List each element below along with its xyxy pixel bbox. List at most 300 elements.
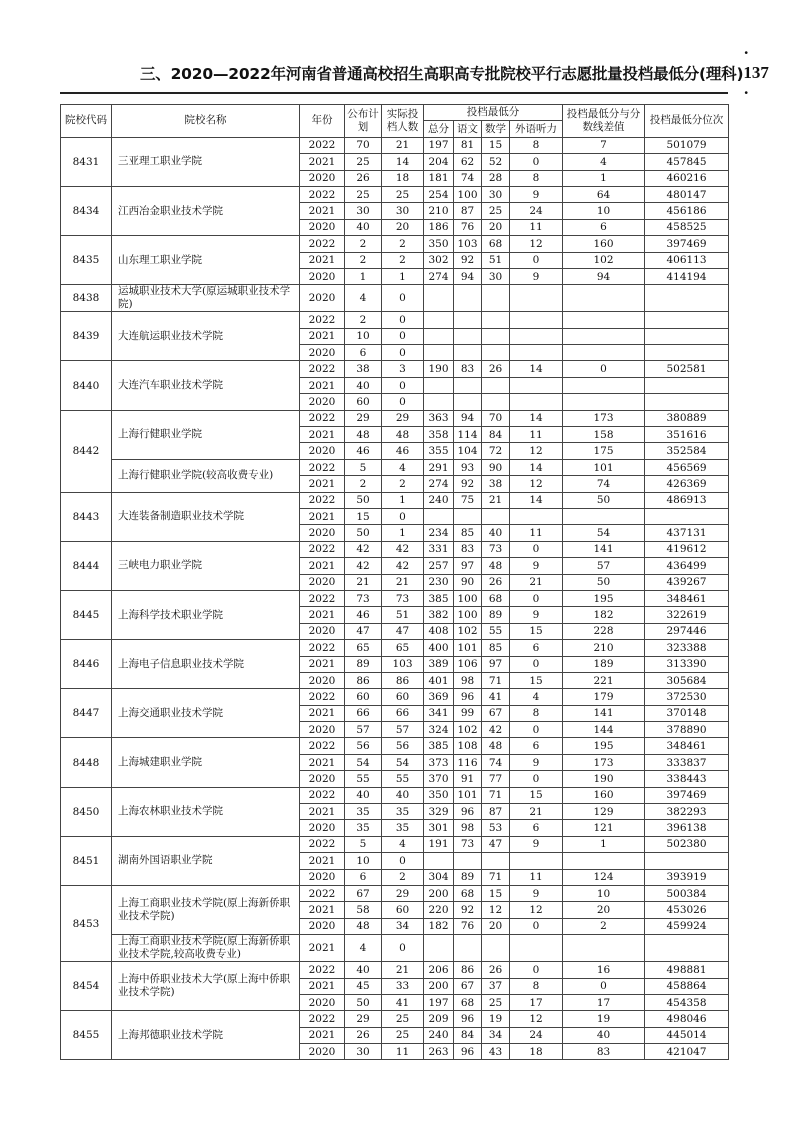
math-score-cell: 71 <box>482 787 510 803</box>
diff-cell: 17 <box>563 994 645 1010</box>
actual-cell: 60 <box>382 902 424 918</box>
plan-cell: 26 <box>345 1027 382 1043</box>
plan-cell: 66 <box>345 705 382 721</box>
table-row <box>61 935 729 962</box>
actual-cell: 21 <box>382 574 424 590</box>
table-row <box>61 962 729 978</box>
math-score-cell <box>482 935 510 962</box>
diff-cell: 144 <box>563 722 645 738</box>
math-score-cell: 53 <box>482 820 510 836</box>
actual-cell: 0 <box>382 312 424 328</box>
actual-cell: 54 <box>382 754 424 770</box>
rank-cell: 305684 <box>645 672 729 688</box>
plan-cell: 73 <box>345 590 382 606</box>
math-score-cell: 68 <box>482 236 510 252</box>
actual-cell: 1 <box>382 268 424 284</box>
plan-cell: 60 <box>345 394 382 410</box>
plan-cell: 38 <box>345 361 382 377</box>
year-cell: 2021 <box>300 1027 345 1043</box>
total-score-cell <box>424 853 454 869</box>
foreign-score-cell: 9 <box>510 558 563 574</box>
year-cell: 2020 <box>300 268 345 284</box>
chinese-score-cell: 84 <box>454 1027 482 1043</box>
actual-cell: 30 <box>382 203 424 219</box>
rank-cell: 456186 <box>645 203 729 219</box>
diff-cell: 83 <box>563 1044 645 1060</box>
year-cell: 2022 <box>300 459 345 475</box>
total-score-cell: 230 <box>424 574 454 590</box>
year-cell: 2021 <box>300 978 345 994</box>
rank-cell <box>645 394 729 410</box>
plan-cell: 40 <box>345 219 382 235</box>
total-score-cell: 358 <box>424 427 454 443</box>
rank-cell: 322619 <box>645 607 729 623</box>
school-code-cell: 8453 <box>61 885 112 961</box>
chinese-score-cell: 86 <box>454 962 482 978</box>
rank-cell: 437131 <box>645 525 729 541</box>
table-row <box>61 885 729 901</box>
foreign-score-cell <box>510 935 563 962</box>
actual-cell: 2 <box>382 476 424 492</box>
diff-cell: 228 <box>563 623 645 639</box>
school-name-cell: 上海工商职业技术学院(原上海新侨职业技术学院,较高收费专业) <box>112 935 300 962</box>
diff-cell: 0 <box>563 978 645 994</box>
chinese-score-cell: 96 <box>454 1011 482 1027</box>
rank-cell: 500384 <box>645 885 729 901</box>
rank-cell: 396138 <box>645 820 729 836</box>
year-cell: 2020 <box>300 820 345 836</box>
foreign-score-cell: 24 <box>510 203 563 219</box>
plan-cell: 10 <box>345 853 382 869</box>
diff-cell: 195 <box>563 590 645 606</box>
rank-cell: 454358 <box>645 994 729 1010</box>
year-cell: 2020 <box>300 869 345 885</box>
foreign-score-cell: 12 <box>510 1011 563 1027</box>
math-score-cell: 37 <box>482 978 510 994</box>
foreign-score-cell <box>510 377 563 393</box>
year-cell: 2020 <box>300 574 345 590</box>
plan-cell: 65 <box>345 640 382 656</box>
math-score-cell <box>482 345 510 361</box>
actual-cell: 73 <box>382 590 424 606</box>
math-score-cell: 30 <box>482 268 510 284</box>
math-score-cell <box>482 853 510 869</box>
total-score-cell: 220 <box>424 902 454 918</box>
table-row <box>61 361 729 377</box>
total-score-cell: 355 <box>424 443 454 459</box>
rank-cell: 313390 <box>645 656 729 672</box>
actual-cell: 3 <box>382 361 424 377</box>
foreign-score-cell: 15 <box>510 672 563 688</box>
rank-cell: 502380 <box>645 836 729 852</box>
chinese-score-cell: 97 <box>454 558 482 574</box>
actual-cell: 66 <box>382 705 424 721</box>
col-rank-header: 投档最低分位次 <box>645 105 729 138</box>
chinese-score-cell <box>454 377 482 393</box>
year-cell: 2020 <box>300 623 345 639</box>
actual-cell: 33 <box>382 978 424 994</box>
year-cell: 2022 <box>300 738 345 754</box>
school-name-cell: 大连汽车职业技术学院 <box>112 361 300 410</box>
plan-cell: 60 <box>345 689 382 705</box>
math-score-cell: 89 <box>482 607 510 623</box>
year-cell: 2020 <box>300 219 345 235</box>
plan-cell: 58 <box>345 902 382 918</box>
plan-cell: 50 <box>345 525 382 541</box>
year-cell: 2022 <box>300 590 345 606</box>
chinese-score-cell: 92 <box>454 476 482 492</box>
math-score-cell <box>482 285 510 312</box>
actual-cell: 18 <box>382 170 424 186</box>
rank-cell <box>645 508 729 524</box>
rank-cell: 480147 <box>645 186 729 202</box>
chinese-score-cell: 87 <box>454 203 482 219</box>
actual-cell: 46 <box>382 443 424 459</box>
total-score-cell <box>424 935 454 962</box>
year-cell: 2020 <box>300 170 345 186</box>
year-cell: 2021 <box>300 754 345 770</box>
chinese-score-cell <box>454 394 482 410</box>
actual-cell: 20 <box>382 219 424 235</box>
foreign-score-cell: 14 <box>510 410 563 426</box>
total-score-cell: 331 <box>424 541 454 557</box>
foreign-score-cell: 17 <box>510 994 563 1010</box>
actual-cell: 2 <box>382 236 424 252</box>
plan-cell: 42 <box>345 558 382 574</box>
total-score-cell: 254 <box>424 186 454 202</box>
chinese-score-cell: 81 <box>454 137 482 153</box>
math-score-cell: 51 <box>482 252 510 268</box>
total-score-cell: 200 <box>424 885 454 901</box>
school-code-cell: 8455 <box>61 1011 112 1060</box>
actual-cell: 55 <box>382 771 424 787</box>
plan-cell: 56 <box>345 738 382 754</box>
school-name-cell: 上海科学技术职业学院 <box>112 590 300 639</box>
year-cell: 2021 <box>300 705 345 721</box>
plan-cell: 2 <box>345 236 382 252</box>
diff-cell: 1 <box>563 836 645 852</box>
school-name-cell: 大连装备制造职业技术学院 <box>112 492 300 541</box>
math-score-cell: 20 <box>482 918 510 934</box>
table-row <box>61 1011 729 1027</box>
foreign-score-cell: 11 <box>510 869 563 885</box>
total-score-cell: 304 <box>424 869 454 885</box>
diff-cell: 40 <box>563 1027 645 1043</box>
chinese-score-cell: 100 <box>454 186 482 202</box>
actual-cell: 14 <box>382 154 424 170</box>
actual-cell: 1 <box>382 492 424 508</box>
school-code-cell: 8438 <box>61 285 112 312</box>
math-score-cell: 55 <box>482 623 510 639</box>
year-cell: 2020 <box>300 394 345 410</box>
chinese-score-cell: 102 <box>454 623 482 639</box>
foreign-score-cell <box>510 394 563 410</box>
rank-cell: 382293 <box>645 804 729 820</box>
chinese-score-cell: 101 <box>454 787 482 803</box>
total-score-cell: 385 <box>424 590 454 606</box>
chinese-score-cell <box>454 935 482 962</box>
plan-cell: 55 <box>345 771 382 787</box>
actual-cell: 57 <box>382 722 424 738</box>
diff-cell: 101 <box>563 459 645 475</box>
foreign-score-cell: 9 <box>510 268 563 284</box>
rank-cell: 297446 <box>645 623 729 639</box>
plan-cell: 5 <box>345 836 382 852</box>
rank-cell: 458525 <box>645 219 729 235</box>
foreign-score-cell: 0 <box>510 771 563 787</box>
year-cell: 2020 <box>300 672 345 688</box>
rank-cell: 397469 <box>645 787 729 803</box>
chinese-score-cell: 108 <box>454 738 482 754</box>
foreign-score-cell: 12 <box>510 902 563 918</box>
plan-cell: 40 <box>345 377 382 393</box>
math-score-cell: 70 <box>482 410 510 426</box>
table-row <box>61 541 729 557</box>
diff-cell: 1 <box>563 170 645 186</box>
total-score-cell: 324 <box>424 722 454 738</box>
actual-cell: 34 <box>382 918 424 934</box>
rank-cell: 498881 <box>645 962 729 978</box>
year-cell: 2021 <box>300 853 345 869</box>
foreign-score-cell: 12 <box>510 476 563 492</box>
table-row <box>61 285 729 312</box>
year-cell: 2021 <box>300 804 345 820</box>
foreign-score-cell: 8 <box>510 705 563 721</box>
school-code-cell: 8434 <box>61 186 112 235</box>
plan-cell: 35 <box>345 804 382 820</box>
math-score-cell: 38 <box>482 476 510 492</box>
school-code-cell: 8450 <box>61 787 112 836</box>
year-cell: 2020 <box>300 1044 345 1060</box>
actual-cell: 25 <box>382 1011 424 1027</box>
diff-cell <box>563 285 645 312</box>
table-row <box>61 738 729 754</box>
table-body <box>61 137 729 1060</box>
year-cell: 2022 <box>300 137 345 153</box>
actual-cell: 21 <box>382 962 424 978</box>
actual-cell: 47 <box>382 623 424 639</box>
foreign-score-cell: 6 <box>510 640 563 656</box>
math-score-cell: 48 <box>482 738 510 754</box>
rank-cell: 459924 <box>645 918 729 934</box>
total-score-cell: 329 <box>424 804 454 820</box>
year-cell: 2021 <box>300 252 345 268</box>
total-score-cell: 186 <box>424 219 454 235</box>
rank-cell: 333837 <box>645 754 729 770</box>
math-score-cell: 84 <box>482 427 510 443</box>
table-row <box>61 410 729 426</box>
diff-cell: 102 <box>563 252 645 268</box>
diff-cell: 50 <box>563 492 645 508</box>
year-cell: 2022 <box>300 640 345 656</box>
foreign-score-cell: 8 <box>510 137 563 153</box>
chinese-score-cell: 98 <box>454 672 482 688</box>
foreign-score-cell: 11 <box>510 427 563 443</box>
diff-cell: 179 <box>563 689 645 705</box>
year-cell: 2020 <box>300 285 345 312</box>
diff-cell <box>563 312 645 328</box>
school-code-cell: 8446 <box>61 640 112 689</box>
diff-cell: 57 <box>563 558 645 574</box>
school-name-cell: 上海交通职业技术学院 <box>112 689 300 738</box>
school-name-cell: 上海中侨职业技术大学(原上海中侨职业技术学院) <box>112 962 300 1011</box>
plan-cell: 48 <box>345 918 382 934</box>
foreign-score-cell: 6 <box>510 820 563 836</box>
diff-cell: 195 <box>563 738 645 754</box>
chinese-score-cell: 92 <box>454 252 482 268</box>
total-score-cell: 234 <box>424 525 454 541</box>
math-score-cell: 42 <box>482 722 510 738</box>
total-score-cell: 204 <box>424 154 454 170</box>
plan-cell: 2 <box>345 252 382 268</box>
foreign-score-cell: 0 <box>510 722 563 738</box>
col-actual-header: 实际投档人数 <box>382 105 424 138</box>
total-score-cell: 257 <box>424 558 454 574</box>
year-cell: 2021 <box>300 427 345 443</box>
chinese-score-cell <box>454 328 482 344</box>
plan-cell: 57 <box>345 722 382 738</box>
plan-cell: 54 <box>345 754 382 770</box>
foreign-score-cell: 21 <box>510 574 563 590</box>
chinese-score-cell: 100 <box>454 607 482 623</box>
foreign-score-cell <box>510 285 563 312</box>
actual-cell: 1 <box>382 525 424 541</box>
rank-cell: 486913 <box>645 492 729 508</box>
chinese-score-cell: 101 <box>454 640 482 656</box>
math-score-cell: 71 <box>482 672 510 688</box>
rank-cell <box>645 328 729 344</box>
rank-cell: 445014 <box>645 1027 729 1043</box>
school-name-cell: 三峡电力职业学院 <box>112 541 300 590</box>
total-score-cell: 206 <box>424 962 454 978</box>
math-score-cell: 73 <box>482 541 510 557</box>
diff-cell <box>563 853 645 869</box>
foreign-score-cell: 12 <box>510 236 563 252</box>
diff-cell: 158 <box>563 427 645 443</box>
year-cell: 2022 <box>300 541 345 557</box>
table-row <box>61 186 729 202</box>
foreign-score-cell: 11 <box>510 219 563 235</box>
actual-cell: 2 <box>382 869 424 885</box>
total-score-cell: 200 <box>424 978 454 994</box>
diff-cell <box>563 377 645 393</box>
rank-cell: 436499 <box>645 558 729 574</box>
diff-cell <box>563 508 645 524</box>
foreign-score-cell <box>510 508 563 524</box>
foreign-score-cell: 0 <box>510 252 563 268</box>
year-cell: 2022 <box>300 410 345 426</box>
diff-cell: 54 <box>563 525 645 541</box>
foreign-score-cell: 24 <box>510 1027 563 1043</box>
actual-cell: 0 <box>382 377 424 393</box>
total-score-cell <box>424 312 454 328</box>
diff-cell: 4 <box>563 154 645 170</box>
rank-cell <box>645 935 729 962</box>
rank-cell: 378890 <box>645 722 729 738</box>
school-code-cell: 8445 <box>61 590 112 639</box>
chinese-score-cell: 68 <box>454 994 482 1010</box>
year-cell: 2021 <box>300 328 345 344</box>
table-row <box>61 459 729 475</box>
foreign-score-cell: 0 <box>510 541 563 557</box>
rank-cell: 456569 <box>645 459 729 475</box>
foreign-score-cell: 18 <box>510 1044 563 1060</box>
col-min-score-group-header: 投档最低分 <box>424 105 563 121</box>
total-score-cell <box>424 328 454 344</box>
foreign-score-cell: 9 <box>510 186 563 202</box>
actual-cell: 11 <box>382 1044 424 1060</box>
rank-cell: 439267 <box>645 574 729 590</box>
total-score-cell: 182 <box>424 918 454 934</box>
math-score-cell: 52 <box>482 154 510 170</box>
chinese-score-cell: 67 <box>454 978 482 994</box>
total-score-cell <box>424 377 454 393</box>
actual-cell: 21 <box>382 137 424 153</box>
school-code-cell: 8451 <box>61 836 112 885</box>
diff-cell: 141 <box>563 705 645 721</box>
total-score-cell: 197 <box>424 137 454 153</box>
rank-cell: 501079 <box>645 137 729 153</box>
math-score-cell: 34 <box>482 1027 510 1043</box>
diff-cell: 160 <box>563 236 645 252</box>
foreign-score-cell: 6 <box>510 738 563 754</box>
plan-cell: 26 <box>345 170 382 186</box>
table-row <box>61 137 729 153</box>
total-score-cell: 389 <box>424 656 454 672</box>
chinese-score-cell: 98 <box>454 820 482 836</box>
plan-cell: 2 <box>345 312 382 328</box>
school-code-cell: 8439 <box>61 312 112 361</box>
school-name-cell: 上海行健职业学院 <box>112 410 300 459</box>
math-score-cell: 68 <box>482 590 510 606</box>
diff-cell: 141 <box>563 541 645 557</box>
foreign-score-cell: 8 <box>510 170 563 186</box>
school-code-cell: 8442 <box>61 410 112 492</box>
total-score-cell: 263 <box>424 1044 454 1060</box>
year-cell: 2021 <box>300 203 345 219</box>
plan-cell: 67 <box>345 885 382 901</box>
school-code-cell: 8448 <box>61 738 112 787</box>
math-score-cell: 26 <box>482 361 510 377</box>
col-plan-header: 公布计划 <box>345 105 382 138</box>
rank-cell: 348461 <box>645 590 729 606</box>
chinese-score-cell: 68 <box>454 885 482 901</box>
diff-cell: 7 <box>563 137 645 153</box>
rank-cell <box>645 853 729 869</box>
math-score-cell: 26 <box>482 962 510 978</box>
actual-cell: 35 <box>382 820 424 836</box>
chinese-score-cell: 96 <box>454 804 482 820</box>
year-cell: 2021 <box>300 656 345 672</box>
total-score-cell: 210 <box>424 203 454 219</box>
math-score-cell: 26 <box>482 574 510 590</box>
diff-cell: 160 <box>563 787 645 803</box>
table-row <box>61 236 729 252</box>
plan-cell: 40 <box>345 962 382 978</box>
table-header <box>61 105 729 138</box>
plan-cell: 25 <box>345 154 382 170</box>
actual-cell: 42 <box>382 541 424 557</box>
chinese-score-cell: 116 <box>454 754 482 770</box>
rank-cell: 457845 <box>645 154 729 170</box>
diff-cell: 10 <box>563 885 645 901</box>
diff-cell: 19 <box>563 1011 645 1027</box>
rank-cell <box>645 345 729 361</box>
diff-cell: 129 <box>563 804 645 820</box>
chinese-score-cell <box>454 853 482 869</box>
col-name-header: 院校名称 <box>112 105 300 138</box>
total-score-cell: 291 <box>424 459 454 475</box>
